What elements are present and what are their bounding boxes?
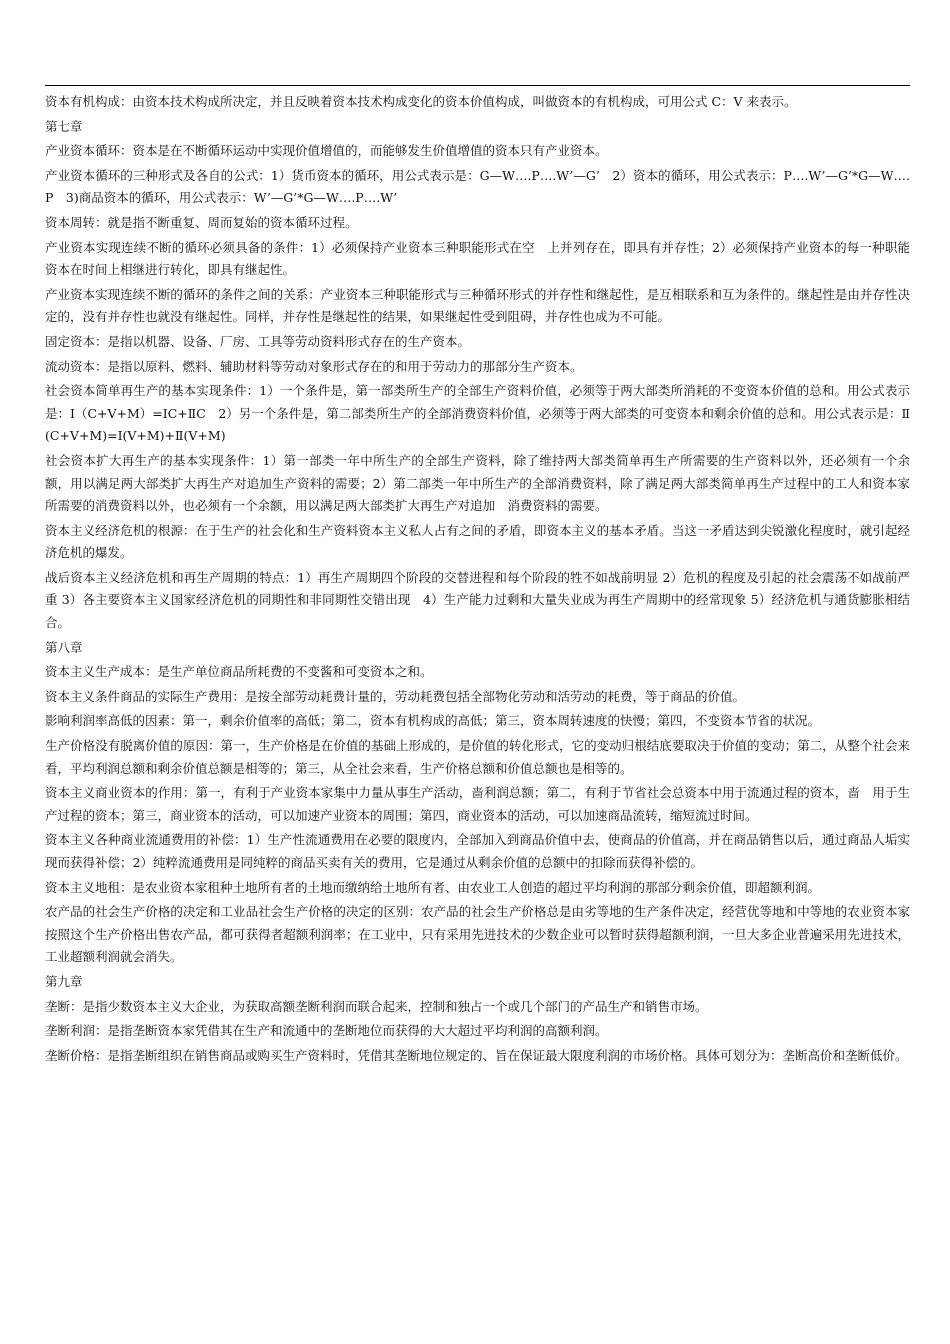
paragraph: 资本周转：就是指不断重复、周而复始的资本循环过程。 (45, 214, 358, 230)
chapter-heading: 第九章 (45, 973, 83, 989)
paragraph: 资本有机构成：由资本技术构成所决定，并且反映着资本技术构成变化的资本价值构成，叫做资本的有机构成，可用公式 C：V 来表示。 (45, 94, 797, 109)
chapter-heading: 第八章 (45, 639, 83, 655)
paragraph: 资本主义条件商品的实际生产费用：是按全部劳动耗费计量的，劳动耗费包括全部物化劳动和活劳动的耗费，等于商品的价值。 (45, 688, 746, 704)
paragraph: 垄断利润：是指垄断资本家凭借其在生产和流通中的垄断地位而获得的大大超过平均利润的高额利润。 (45, 1023, 608, 1039)
paragraph: 资本主义地租：是农业资本家租种土地所有者的土地而缴纳给土地所有者、由农业工人创造的超过平均利润的那部分剩余价值，即超额利润。 (45, 879, 821, 895)
document-page (45, 85, 910, 1069)
paragraph: 资本主义经济危机的根源：在于生产的社会化和生产资料资本主义私人占有之间的矛盾，即资本主义的基本矛盾。当这一矛盾达到尖锐激化程度时，就引起经济危机的爆发。 (45, 522, 910, 561)
paragraph: 产业资本实现连续不断的循环的条件之间的关系：产业资本三种职能形式与三种循环形式的并存性和继起性，是互相联系和互为条件的。继起性是由并存性决定的，没有并存性也就没有继起性。同样，并存性是继起性的结果，如果继起性受到阻碍，并存性也成为不可能。 (45, 286, 910, 325)
header-rule (45, 85, 910, 86)
paragraph: 资本主义各种商业流通费用的补偿：1）生产性流通费用在必要的限度内，全部加入到商品价值中去，使商品的价值高，并在商品销售以后，通过商品人垢实现而获得补偿；2）纯粹流通费用是同纯粹的商品买卖有关的费用，它是通过从剩余价值的总额中的扣除而获得补偿的。 (45, 832, 910, 870)
paragraph: 社会资本扩大再生产的基本实现条件：1）第一部类一年中所生产的全部生产资料，除了维持两大部类简单再生产所需要的生产资料以外，还必须有一个余额，用以满足两大部类扩大再生产对追加生产资料的需要；2）第二部类一年中所生产的全部消费资料，除了满足两大部类简单再生产过程中的工人和资本家所需要的消费资料以外，也必须有一个余额，用以满足两大部类扩大再生产对追加 消费资料的需要。 (45, 452, 910, 514)
chapter-heading: 第七章 (45, 118, 83, 134)
paragraph: 垄断价格：是指垄断组织在销售商品或购买生产资料时，凭借其垄断地位规定的、旨在保证最大限度利润的市场价格。具体可划分为：垄断高价和垄断低价。 (45, 1047, 908, 1063)
paragraph: 资本主义生产成本：是生产单位商品所耗费的不变酱和可变资本之和。 (45, 664, 433, 680)
paragraph: 垄断：是指少数资本主义大企业，为获取高额垄断利润而联合起来，控制和独占一个或几个部门的产品生产和销售市场。 (45, 998, 708, 1014)
paragraph: 社会资本简单再生产的基本实现条件：1）一个条件是，第一部类所生产的全部生产资料价值，必须等于两大部类所消耗的不变资本价值的总和。用公式表示是：Ⅰ（C+V+M）=ⅠC+ⅡC 2）另一个条件是，第二部类所生产的全部消费资料价值，必须等于两大部类的可变资本和剩余价值的总和。用公式表示是：Ⅱ(C+V+M)=Ⅰ(V+M)+Ⅱ(V+M) (45, 383, 910, 444)
paragraph: 固定资本：是指以机器、设备、厂房、工具等劳动资料形式存在的生产资本。 (45, 333, 471, 349)
paragraph: 产业资本循环：资本是在不断循环运动中实现价值增值的，而能够发生价值增值的资本只有产业资本。 (45, 143, 608, 159)
paragraph: 资本主义商业资本的作用：第一，有利于产业资本家集中力量从事生产活动，啬利润总额；第二，有利于节省社会总资本中用于流通过程的资本，啬 用于生产过程的资本；第三，商业资本的活动，可以加速产业资本的周围；第四，商业资本的活动，可以加速商品流转，缩短流过时间。 (45, 785, 910, 823)
paragraph: 战后资本主义经济危机和再生产周期的特点：1）再生产周期四个阶段的交替进程和每个阶段的牲不如战前明显 2）危机的程度及引起的社会震荡不如战前严重 3）各主要资本主义国家经济危机的同期性和非同期性交错出现 4）生产能力过剩和大量失业成为再生产周期中的经常现象 5）经济危机与通货膨胀相结合。 (45, 569, 910, 631)
paragraph: 产业资本实现连续不断的循环必须具备的条件：1）必须保持产业资本三种职能形式在空 上并列存在，即具有并存性；2）必须保持产业资本的每一种职能资本在时间上相继进行转化，即具有继起性。 (45, 239, 910, 278)
paragraph: 流动资本：是指以原料、燃料、辅助材料等劳动对象形式存在的和用于劳动力的那部分生产资本。 (45, 358, 583, 374)
document-body (45, 91, 910, 1067)
paragraph: 生产价格没有脱离价值的原因：第一，生产价格是在价值的基础上形成的，是价值的转化形式，它的变动归根结底要取决于价值的变动；第二，从整个社会来看，平均利润总额和剩余价值总额是相等的；第三，从全社会来看，生产价格总额和价值总额也是相等的。 (45, 738, 910, 776)
paragraph: 产业资本循环的三种形式及各自的公式：1）货币资本的循环，用公式表示是：G—W….P….W’—G’ 2）资本的循环，用公式表示：P….W’—G’*G—W….P 3)商品资本的循环，用公式表示：W’—G’*G—W….P….W’ (45, 167, 910, 206)
paragraph: 农产品的社会生产价格的决定和工业品社会生产价格的决定的区别：农产品的社会生产价格总是由劣等地的生产条件决定，经营优等地和中等地的农业资本家按照这个生产价格出售农产品，都可获得者超额利润率；在工业中，只有采用先进技术的少数企业可以暂时获得超额利润，一旦大多企业普遍采用先进技术，工业超额利润就会消失。 (45, 904, 910, 965)
paragraph: 影响利润率高低的因素：第一，剩余价值率的高低；第二，资本有机构成的高低；第三，资本周转速度的快慢；第四，不变资本节省的状况。 (45, 713, 821, 729)
